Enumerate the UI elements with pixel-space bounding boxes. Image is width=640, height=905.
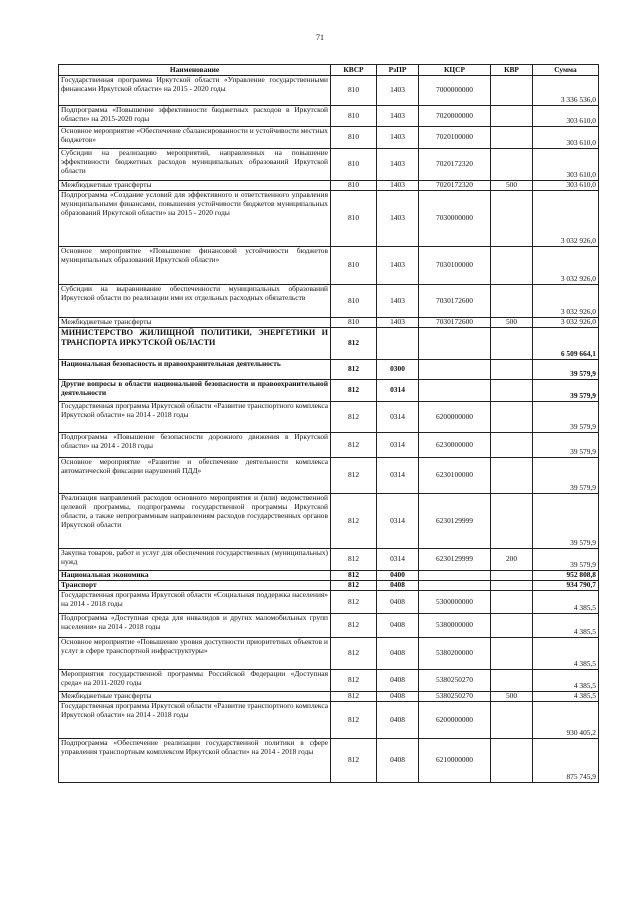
cell-sum: 303 610,0 <box>533 106 599 127</box>
cell-kcsr: 6230100000 <box>419 458 491 494</box>
cell-kvsr: 812 <box>331 571 377 581</box>
cell-name: Субсидии на реализацию мероприятий, направленных на повышение эффективности бюджетных расходов муниципальных образований Иркутской области <box>59 149 331 181</box>
cell-kvsr: 812 <box>331 638 377 670</box>
cell-name: Межбюджетные трансферты <box>59 181 331 191</box>
table-row <box>59 285 599 318</box>
cell-name: Подпрограмма «Обеспечение реализации государственной политики в сфере управления транспортным комплексом Иркутской области» на 2014 - 2018 годы <box>59 739 331 783</box>
cell-kvr <box>491 571 533 581</box>
table-row <box>59 638 599 670</box>
cell-kvr <box>491 380 533 402</box>
cell-rzpr: 0408 <box>377 581 419 591</box>
cell-rzpr: 1403 <box>377 127 419 149</box>
cell-rzpr: 0314 <box>377 549 419 571</box>
cell-kcsr: 5380000000 <box>419 614 491 638</box>
cell-sum: 39 579,9 <box>533 402 599 433</box>
cell-rzpr: 0408 <box>377 614 419 638</box>
table-row <box>59 318 599 328</box>
cell-sum: 39 579,9 <box>533 494 599 549</box>
cell-sum: 4 385,5 <box>533 638 599 670</box>
table-row <box>59 247 599 285</box>
cell-rzpr: 0408 <box>377 702 419 739</box>
cell-sum: 934 790,7 <box>533 581 599 591</box>
cell-sum: 303 610,0 <box>533 181 599 191</box>
cell-rzpr: 1403 <box>377 247 419 285</box>
cell-name: Государственная программа Иркутской области «Развитие транспортного комплекса Иркутской области» на 2014 - 2018 годы <box>59 402 331 433</box>
cell-kcsr: 7020100000 <box>419 127 491 149</box>
table-row <box>59 571 599 581</box>
table-row <box>59 328 599 360</box>
cell-kcsr <box>419 581 491 591</box>
cell-kvsr: 812 <box>331 702 377 739</box>
cell-rzpr: 0408 <box>377 692 419 702</box>
cell-kvr <box>491 670 533 692</box>
cell-name: Транспорт <box>59 581 331 591</box>
cell-rzpr: 1403 <box>377 318 419 328</box>
table-row <box>59 106 599 127</box>
cell-rzpr: 0408 <box>377 670 419 692</box>
table-row <box>59 402 599 433</box>
cell-name: Субсидии на выравнивание обеспеченности муниципальных образований Иркутской области по реализации ими их отдельных расходных обязательств <box>59 285 331 318</box>
table-row <box>59 380 599 402</box>
cell-sum: 39 579,9 <box>533 380 599 402</box>
cell-sum: 6 509 664,1 <box>533 328 599 360</box>
cell-kvr <box>491 458 533 494</box>
cell-kcsr: 6210000000 <box>419 739 491 783</box>
cell-rzpr: 0408 <box>377 591 419 614</box>
page-number: 71 <box>316 33 324 42</box>
cell-name: Государственная программа Иркутской области «Управление государственными финансами Иркутской области» на 2015 - 2020 годы <box>59 76 331 106</box>
cell-sum: 4 385,5 <box>533 692 599 702</box>
cell-kvsr: 812 <box>331 591 377 614</box>
cell-kvr <box>491 191 533 247</box>
cell-kcsr: 7030100000 <box>419 247 491 285</box>
cell-kvsr: 812 <box>331 458 377 494</box>
cell-rzpr: 1403 <box>377 181 419 191</box>
cell-kvsr: 812 <box>331 670 377 692</box>
cell-kcsr: 7000000000 <box>419 76 491 106</box>
cell-name: Межбюджетные трансферты <box>59 692 331 702</box>
table-row <box>59 614 599 638</box>
cell-sum: 3 336 536,0 <box>533 76 599 106</box>
cell-sum: 4 385,5 <box>533 670 599 692</box>
cell-kvsr: 810 <box>331 181 377 191</box>
cell-kcsr: 5300000000 <box>419 591 491 614</box>
header-kvsr: КВСР <box>331 65 377 76</box>
cell-name: Реализация направлений расходов основного мероприятия и (или) ведомственной целевой программы, подпрограммы государственной программы Иркутской области, а также непрограммным направлениям расходов государственных органов Иркутской области <box>59 494 331 549</box>
table-header-row <box>59 65 599 76</box>
cell-kvsr: 812 <box>331 328 377 360</box>
cell-name: Подпрограмма «Повышение безопасности дорожного движения в Иркутской области» на 2014 - 2018 годы <box>59 433 331 458</box>
cell-rzpr: 0408 <box>377 739 419 783</box>
cell-kvr <box>491 702 533 739</box>
cell-kvr <box>491 328 533 360</box>
cell-kvsr: 812 <box>331 433 377 458</box>
cell-kvr <box>491 739 533 783</box>
cell-kcsr <box>419 380 491 402</box>
cell-kvr <box>491 581 533 591</box>
cell-name: Основное мероприятие «Повышение финансовой устойчивости бюджетов муниципальных образований Иркутской области» <box>59 247 331 285</box>
cell-rzpr: 0314 <box>377 458 419 494</box>
cell-sum: 875 745,9 <box>533 739 599 783</box>
cell-sum: 3 032 926,0 <box>533 318 599 328</box>
cell-kvsr: 812 <box>331 360 377 380</box>
cell-kvsr: 812 <box>331 581 377 591</box>
cell-kcsr: 5380250270 <box>419 670 491 692</box>
cell-name: МИНИСТЕРСТВО ЖИЛИЩНОЙ ПОЛИТИКИ, ЭНЕРГЕТИКИ И ТРАНСПОРТА ИРКУТСКОЙ ОБЛАСТИ <box>59 328 331 360</box>
table-row <box>59 191 599 247</box>
table-row <box>59 76 599 106</box>
cell-sum: 39 579,9 <box>533 433 599 458</box>
cell-sum: 39 579,9 <box>533 549 599 571</box>
cell-kvsr: 812 <box>331 494 377 549</box>
cell-sum: 3 032 926,0 <box>533 285 599 318</box>
cell-kvsr: 812 <box>331 380 377 402</box>
table-row <box>59 149 599 181</box>
cell-kvsr: 812 <box>331 692 377 702</box>
header-sum: Сумма <box>533 65 599 76</box>
cell-rzpr: 0314 <box>377 380 419 402</box>
cell-sum: 952 808,8 <box>533 571 599 581</box>
cell-name: Национальная безопасность и правоохранительная деятельность <box>59 360 331 380</box>
cell-name: Основное мероприятие «Обеспечение сбалансированности и устойчивости местных бюджетов» <box>59 127 331 149</box>
cell-kvr: 200 <box>491 549 533 571</box>
cell-sum: 303 610,0 <box>533 149 599 181</box>
cell-kvr: 500 <box>491 692 533 702</box>
cell-kvr: 500 <box>491 181 533 191</box>
cell-kvr <box>491 402 533 433</box>
cell-rzpr: 0300 <box>377 360 419 380</box>
table-row <box>59 581 599 591</box>
cell-name: Подпрограмма «Создание условий для эффективного и ответственного управления муниципальными финансами, повышения устойчивости бюджетов муниципальных образований Иркутской области» на 2015 - 2020 годы <box>59 191 331 247</box>
table-row <box>59 458 599 494</box>
header-kcsr: КЦСР <box>419 65 491 76</box>
table-body <box>59 76 599 783</box>
table-row <box>59 360 599 380</box>
header-kvr: КВР <box>491 65 533 76</box>
cell-kvsr: 810 <box>331 318 377 328</box>
cell-kvr <box>491 106 533 127</box>
cell-name: Государственная программа Иркутской области «Социальная поддержка населения» на 2014 - 2018 годы <box>59 591 331 614</box>
cell-name: Национальная экономика <box>59 571 331 581</box>
cell-sum: 39 579,9 <box>533 458 599 494</box>
cell-kcsr: 7030000000 <box>419 191 491 247</box>
cell-kvsr: 812 <box>331 614 377 638</box>
cell-name: Другие вопросы в области национальной безопасности и правоохранительной деятельности <box>59 380 331 402</box>
cell-kvsr: 810 <box>331 247 377 285</box>
table-row <box>59 181 599 191</box>
cell-kvsr: 812 <box>331 739 377 783</box>
cell-kvsr: 810 <box>331 191 377 247</box>
table-row <box>59 127 599 149</box>
cell-kcsr: 5380250270 <box>419 692 491 702</box>
cell-kcsr <box>419 360 491 380</box>
cell-kcsr: 7020172320 <box>419 181 491 191</box>
cell-kvr <box>491 76 533 106</box>
cell-name: Подпрограмма «Повышение эффективности бюджетных расходов в Иркутской области» на 2015-2020 годы <box>59 106 331 127</box>
table-row <box>59 591 599 614</box>
cell-kcsr: 6230000000 <box>419 433 491 458</box>
cell-kvsr: 810 <box>331 76 377 106</box>
cell-rzpr: 0314 <box>377 494 419 549</box>
cell-rzpr: 0400 <box>377 571 419 581</box>
cell-kvr <box>491 494 533 549</box>
cell-rzpr: 1403 <box>377 149 419 181</box>
cell-kcsr <box>419 571 491 581</box>
cell-name: Мероприятия государственной программы Российской Федерации «Доступная среда» на 2011-2020 годы <box>59 670 331 692</box>
cell-kvr <box>491 247 533 285</box>
cell-sum: 3 032 926,0 <box>533 247 599 285</box>
cell-kvr <box>491 127 533 149</box>
cell-sum: 3 032 926,0 <box>533 191 599 247</box>
cell-name: Основное мероприятие «Развитие и обеспечение деятельности комплекса автоматической фиксации нарушений ПДД» <box>59 458 331 494</box>
cell-sum: 930 405,2 <box>533 702 599 739</box>
cell-kvsr: 810 <box>331 127 377 149</box>
cell-name: Подпрограмма «Доступная среда для инвалидов и других маломобильных групп населения» на 2014 - 2018 годы <box>59 614 331 638</box>
cell-kvr <box>491 360 533 380</box>
cell-rzpr: 0408 <box>377 638 419 670</box>
cell-kvr <box>491 433 533 458</box>
cell-kvr <box>491 591 533 614</box>
cell-kcsr: 6230129999 <box>419 494 491 549</box>
cell-kvr <box>491 638 533 670</box>
cell-sum: 39 579,9 <box>533 360 599 380</box>
header-rzpr: РзПР <box>377 65 419 76</box>
cell-name: Государственная программа Иркутской области «Развитие транспортного комплекса Иркутской области» на 2014 - 2018 годы <box>59 702 331 739</box>
cell-rzpr: 1403 <box>377 106 419 127</box>
cell-kcsr: 7030172600 <box>419 285 491 318</box>
cell-sum: 303 610,0 <box>533 127 599 149</box>
cell-kvr <box>491 149 533 181</box>
cell-kvsr: 810 <box>331 106 377 127</box>
budget-table <box>58 64 599 783</box>
cell-rzpr <box>377 328 419 360</box>
table-row <box>59 692 599 702</box>
cell-kcsr: 6230129999 <box>419 549 491 571</box>
cell-rzpr: 1403 <box>377 191 419 247</box>
cell-rzpr: 1403 <box>377 285 419 318</box>
cell-kvsr: 812 <box>331 549 377 571</box>
cell-kcsr: 7020000000 <box>419 106 491 127</box>
cell-name: Межбюджетные трансферты <box>59 318 331 328</box>
cell-sum: 4 385,5 <box>533 591 599 614</box>
cell-name: Основное мероприятие «Повышение уровня доступности приоритетных объектов и услуг в сфере транспортной инфраструктуры» <box>59 638 331 670</box>
cell-kcsr: 7020172320 <box>419 149 491 181</box>
cell-kcsr <box>419 328 491 360</box>
table-row <box>59 433 599 458</box>
table-row <box>59 702 599 739</box>
cell-kcsr: 7030172600 <box>419 318 491 328</box>
cell-kvsr: 810 <box>331 149 377 181</box>
cell-kvsr: 812 <box>331 402 377 433</box>
cell-rzpr: 1403 <box>377 76 419 106</box>
table-row <box>59 670 599 692</box>
cell-kvr: 500 <box>491 318 533 328</box>
header-name: Наименование <box>59 65 331 76</box>
table-row <box>59 739 599 783</box>
table-row <box>59 549 599 571</box>
cell-rzpr: 0314 <box>377 433 419 458</box>
cell-kcsr: 5380200000 <box>419 638 491 670</box>
cell-kvr <box>491 285 533 318</box>
cell-kvr <box>491 614 533 638</box>
cell-name: Закупка товаров, работ и услуг для обеспечения государственных (муниципальных) нужд <box>59 549 331 571</box>
table-row <box>59 494 599 549</box>
cell-kvsr: 810 <box>331 285 377 318</box>
cell-kcsr: 6200000000 <box>419 402 491 433</box>
cell-kcsr: 6200000000 <box>419 702 491 739</box>
cell-sum: 4 385,5 <box>533 614 599 638</box>
cell-rzpr: 0314 <box>377 402 419 433</box>
